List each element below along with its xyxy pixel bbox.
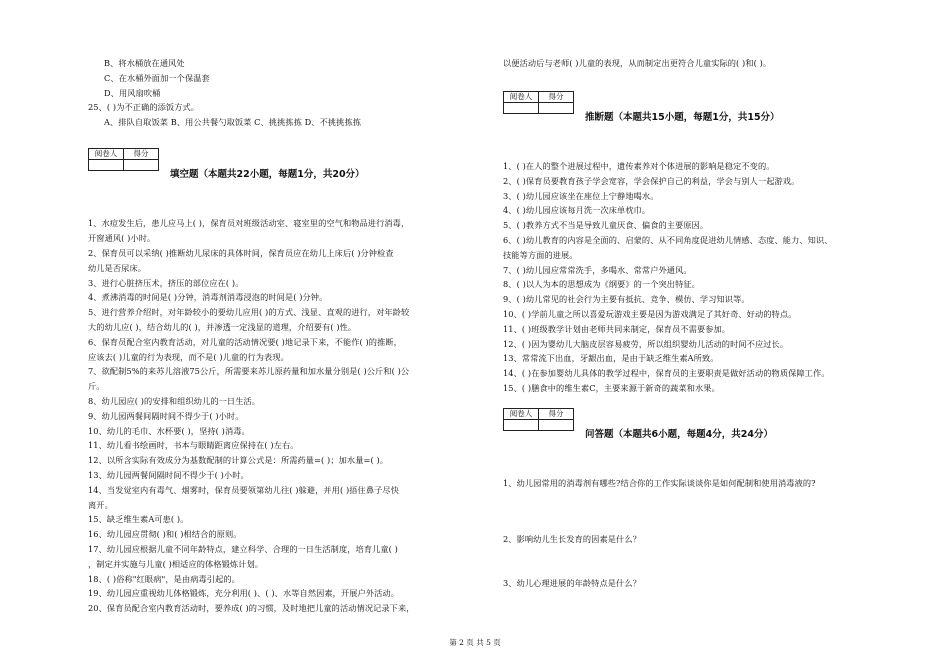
section-title: 推断题（本题共15小题，每题1分，共15分） xyxy=(585,112,780,123)
question-line: 8、幼儿园应( )的安排和组织幼儿的一日生活。 xyxy=(88,396,261,406)
judge-line: 14、( )在参加婴幼儿具体的教学过程中，保育员的主要职责是做好活动的物质保障工作。 xyxy=(503,368,830,378)
question-line: 幼儿是否尿床。 xyxy=(88,263,147,273)
score-box-cell xyxy=(539,420,574,431)
score-box-cell xyxy=(504,420,539,431)
qa-question: 3、幼儿心理进展的年龄特点是什么？ xyxy=(503,578,641,588)
option-line: A、排队自取饭菜 B、用公共餐勺取饭菜 C、挑挑拣拣 D、不挑挑拣拣 xyxy=(104,117,362,127)
option-line: D、用风扇吹桶 xyxy=(104,88,161,98)
judge-line: 9、( )幼儿常见的社会行为主要有抵抗、竞争、模仿、学习知识等。 xyxy=(503,294,750,304)
question-line: 7、欲配制5%的来苏儿溶液75公斤，所需要来苏儿原药量和加水量分别是( )公斤和( )公 xyxy=(88,366,410,376)
judge-line: 15、( )膳食中的维生素C，主要来源于新奇的蔬菜和水果。 xyxy=(503,383,720,393)
score-box-header: 得分 xyxy=(124,149,159,160)
score-box-header: 阅卷人 xyxy=(504,92,539,103)
score-box-cell xyxy=(539,103,574,114)
page-footer: 第 2 页 共 5 页 xyxy=(449,638,501,647)
question-line: 1、水痘发生后，患儿应马上( )，保育员对班级活动室、寝室里的空气和物品进行消毒， xyxy=(88,218,410,228)
score-box-cell xyxy=(89,160,124,171)
judge-line: 1、( )在人的整个进展过程中，遗传素养对个体进展的影响是稳定不变的。 xyxy=(503,161,775,171)
question-line: 15、缺乏维生素A可患( )。 xyxy=(88,514,189,524)
question-line: 16、幼儿园应贯彻( )和( )相结合的原则。 xyxy=(88,529,242,539)
question-line: 18、( )俗称"红眼病"，是由病毒引起的。 xyxy=(88,574,240,584)
judge-line: 7、( )幼儿园应常常洗手，多喝水、常常户外通风。 xyxy=(503,265,692,275)
judge-line: 技能等方面的进展。 xyxy=(503,250,578,260)
judge-line: 10、( )学前儿童之所以喜爱玩游戏主要是因为游戏满足了其好奇、好动的特点。 xyxy=(503,309,797,319)
judge-line: 11、( )班级教学计划由老师共同来制定，保育员不需要参加。 xyxy=(503,324,731,334)
question-line: 3、进行心脏挤压术，挤压的部位应在( )。 xyxy=(88,278,244,288)
judge-line: 5、( )教养方式不当是导致儿童厌食、偏食的主要原因。 xyxy=(503,220,709,230)
question-line: 14、当发觉室内有毒气、烟雾时，保育员要领第幼儿往( )躲避，并用( )捂住鼻子尽快 xyxy=(88,485,399,495)
question-line: 25、( )为不正确的添饭方式。 xyxy=(88,102,200,112)
score-box xyxy=(503,91,574,114)
score-box-header: 得分 xyxy=(539,92,574,103)
question-line: 离开。 xyxy=(88,500,113,510)
judge-line: 3、( )幼儿园应该坐在座位上宁静地喝水。 xyxy=(503,191,659,201)
question-line: ，制定并实施与儿童( )相适应的体格锻炼计划。 xyxy=(88,559,264,569)
question-line: 以便活动后与老师( )儿童的表现，从而制定出更符合儿童实际的( )和( )。 xyxy=(503,58,772,68)
score-box-cell xyxy=(124,160,159,171)
qa-question: 2、影响幼儿生长发育的因素是什么？ xyxy=(503,534,641,544)
score-box xyxy=(503,408,574,431)
question-line: 13、幼儿园两餐间隔时间不得少于( )小时。 xyxy=(88,470,249,480)
judge-line: 2、( )保育员要教育孩子学会宽容，学会保护自己的利益，学会与别人一起游戏。 xyxy=(503,176,800,186)
option-line: C、在水桶外面加一个保温套 xyxy=(104,73,210,83)
question-line: 20、保育员配合室内教育活动时，要养成( )的习惯，及时地把儿童的活动情况记录下来， xyxy=(88,603,415,613)
judge-line: 8、( )以人为本的思想成为《纲要》的一个突出特征。 xyxy=(503,279,700,289)
judge-line: 6、( )幼儿教育的内容是全面的、启蒙的、从不同角度促进幼儿情感、态度、能力、知识、 xyxy=(503,235,833,245)
question-line: 12、以所含实际有效成分为基数配制的计算公式是：所需药量=( )；加水量=( )。 xyxy=(88,455,389,465)
question-line: 11、幼儿看书绘画时，书本与眼睛距离应保持在( )左右。 xyxy=(88,440,299,450)
question-line: 斤。 xyxy=(88,381,105,391)
score-box xyxy=(88,148,159,171)
score-box-header: 阅卷人 xyxy=(504,409,539,420)
score-box-header: 得分 xyxy=(539,409,574,420)
judge-line: 4、( )幼儿园应该每月洗一次床单枕巾。 xyxy=(503,205,651,215)
question-line: 2、保育员可以采纳( )推断幼儿尿床的具体时间，保育员应在幼儿上床后( )分钟检查 xyxy=(88,248,394,258)
question-line: 应该去( )儿童的行为表现，而不是( )儿童的行为表现。 xyxy=(88,352,289,362)
score-box-cell xyxy=(504,103,539,114)
judge-line: 12、( )因为婴幼儿大脑皮层容易疲劳，所以组织婴幼儿活动的时间不应过长。 xyxy=(503,339,789,349)
question-line: 9、幼儿园两餐间隔时间不得少于( )小时。 xyxy=(88,411,244,421)
judge-line: 13、常常流下出血，牙龈出血，是由于缺乏维生素A所致。 xyxy=(503,353,719,363)
question-line: 19、幼儿园应重视幼儿体格锻炼，充分利用( )、( )、水等自然因素，开展户外活动。 xyxy=(88,588,399,598)
question-line: 10、幼儿的毛巾、水杯要( )，坚持( )消毒。 xyxy=(88,426,250,436)
question-line: 17、幼儿园应根据儿童不同年龄特点，建立科学、合理的一日生活制度，培育儿童( ) xyxy=(88,544,398,554)
section-title: 问答题（本题共6小题，每题4分，共24分） xyxy=(585,429,773,440)
question-line: 开窗通风( )小时。 xyxy=(88,233,156,243)
score-box-header: 阅卷人 xyxy=(89,149,124,160)
option-line: B、将水桶放在通风处 xyxy=(104,58,185,68)
question-line: 大的幼儿应( )，结合幼儿的( )，并渗透一定浅显的道理，介绍要有( )性。 xyxy=(88,322,357,332)
question-line: 4、煮沸消毒的时间是( )分钟，消毒剂消毒浸泡的时间是( )分钟。 xyxy=(88,292,328,302)
question-line: 6、保育员配合室内教育活动，对儿童的活动情况要( )地记录下来，不能作( )的推断， xyxy=(88,337,402,347)
section-title: 填空题（本题共22小题，每题1分，共20分） xyxy=(170,169,365,180)
question-line: 5、进行营养介绍时，对年龄较小的要幼儿应用( )的方式、浅显、直观的进行，对年龄较 xyxy=(88,307,410,317)
qa-question: 1、幼儿园常用的消毒剂有哪些?结合你的工作实际谈谈你是如何配制和使用消毒液的? xyxy=(503,478,816,488)
